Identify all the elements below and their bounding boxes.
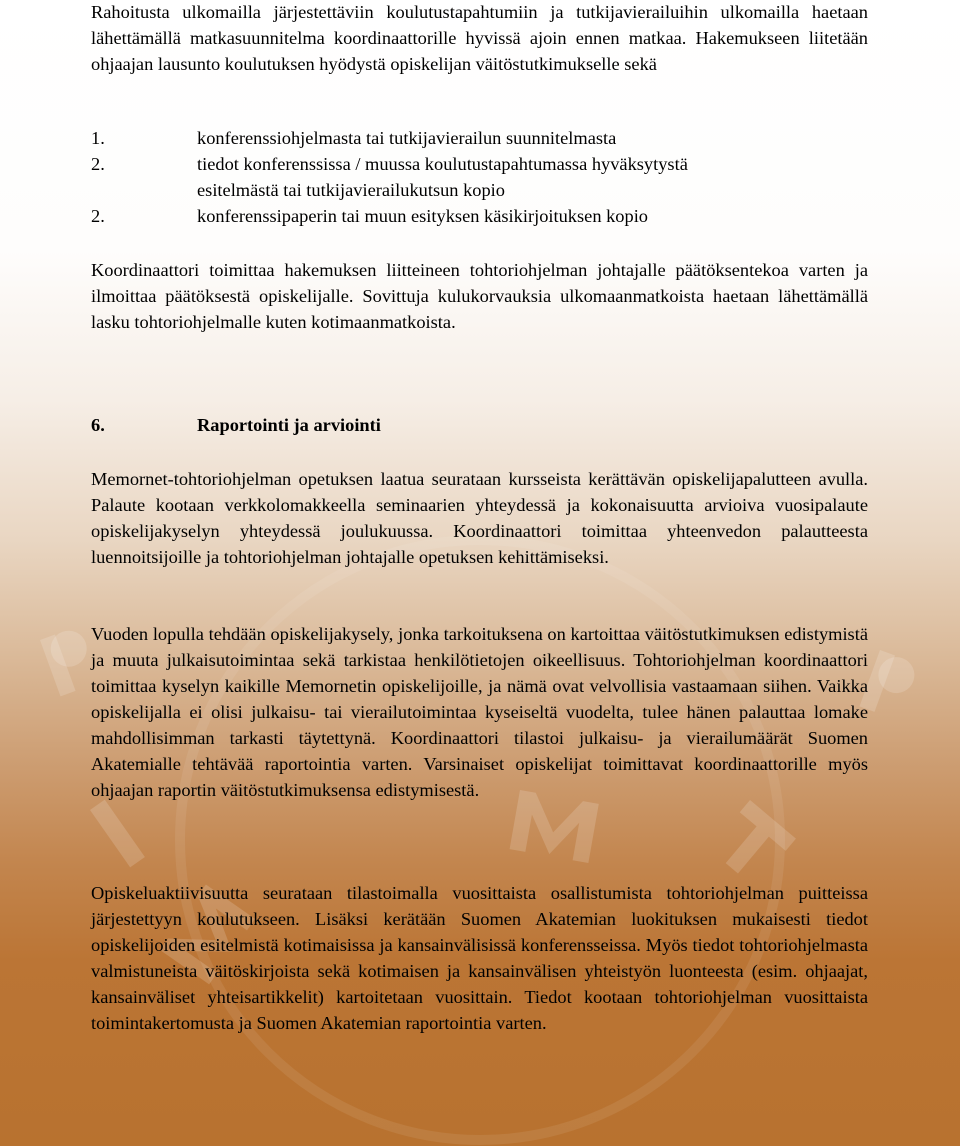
section-number: 6.: [91, 415, 105, 435]
list-item-number: 2.: [91, 206, 105, 226]
list-item-number: 2.: [91, 154, 105, 174]
section-heading: [91, 412, 868, 438]
activity-paragraph: Opiskeluaktiivisuutta seurataan tilastoimalla vuosittaista osallistumista tohtoriohjelman puitteissa järjestettyyn koulutukseen. Lisäksi kerätään Suomen Akatemian luokituksen mukaisesti tiedot opiskelijoiden esitelmistä kotimaisissa ja kansainvälisissä konferensseissa. Myös tiedot tohtoriohjelmasta valmistuneista väitöskirjoista sekä kotimaisen ja kansainvälisen yhteistyön luonteesta (esim. ohjaajat, kansainväliset yhteisartikkelit) kartoitetaan vuosittain. Tiedot kootaan tohtoriohjelman vuosittaista toimintakertomusta ja Suomen Akatemian raportointia varten.: [91, 883, 868, 1033]
list-item-text: konferenssiohjelmasta tai tutkijavierailun suunnitelmasta: [197, 128, 617, 148]
feedback-paragraph: Memornet-tohtoriohjelman opetuksen laatua seurataan kursseista kerättävän opiskelijapalutteen avulla. Palaute kootaan verkkolomakkeella seminaarien yhteydessä ja kokonaisuutta arvioiva vuosipalaute opiskelijakyselyn yhteydessä joulukuussa. Koordinaattori toimittaa yhteenvedon palautteesta luennoitsijoille ja tohtoriohjelman johtajalle opetuksen kehittämiseksi.: [91, 469, 868, 567]
list-item-text: konferenssipaperin tai muun esityksen käsikirjoituksen kopio: [197, 206, 649, 226]
list-item-text: tiedot konferenssissa / muussa koulutustapahtumassa hyväksytystä esitelmästä tai tutkijavierailukutsun kopio: [197, 154, 688, 200]
list-item: [91, 151, 868, 203]
section-title: Raportointi ja arviointi: [197, 415, 381, 435]
list-item-number: 1.: [91, 128, 105, 148]
list-item: [91, 125, 868, 151]
list-item: [91, 203, 868, 229]
survey-paragraph: Vuoden lopulla tehdään opiskelijakysely, jonka tarkoituksena on kartoittaa väitöstutkimuksen edistymistä ja muuta julkaisutoimintaa sekä tarkistaa henkilötietojen oikeellisuus. Tohtoriohjelman koordinaattori toimittaa kyselyn kaikille Memornetin opiskelijoille, ja nämä ovat velvollisia vastaamaan siihen. Vaikka opiskelijalla ei olisi julkaisu- tai vierailutoimintaa kyseiseltä vuodelta, tulee hänen palauttaa lomake mahdollisimman tarkasti täytettynä. Koordinaattori tilastoi julkaisu- ja vierailumäärät Suomen Akatemialle tehtävää raportointia varten. Varsinaiset opiskelijat toimittavat koordinaattorille myös ohjaajan raportin väitöstutkimuksensa edistymisestä.: [91, 624, 868, 800]
intro-paragraph: Rahoitusta ulkomailla järjestettäviin koulutustapahtumiin ja tutkijavierailuihin ulkomailla haetaan lähettämällä matkasuunnitelma koordinaattorille hyvissä ajoin ennen matkaa. Hakemukseen liitetään ohjaajan lausunto koulutuksen hyödystä opiskelijan väitöstutkimukselle sekä: [91, 2, 868, 74]
coordinator-paragraph: Koordinaattori toimittaa hakemuksen liitteineen tohtoriohjelman johtajalle päätöksentekoa varten ja ilmoittaa päätöksestä opiskelijalle. Sovittuja kulukorvauksia ulkomaanmatkoista haetaan lähettämällä lasku tohtoriohjelmalle kuten kotimaanmatkoista.: [91, 260, 868, 332]
attachment-list: [91, 125, 868, 229]
